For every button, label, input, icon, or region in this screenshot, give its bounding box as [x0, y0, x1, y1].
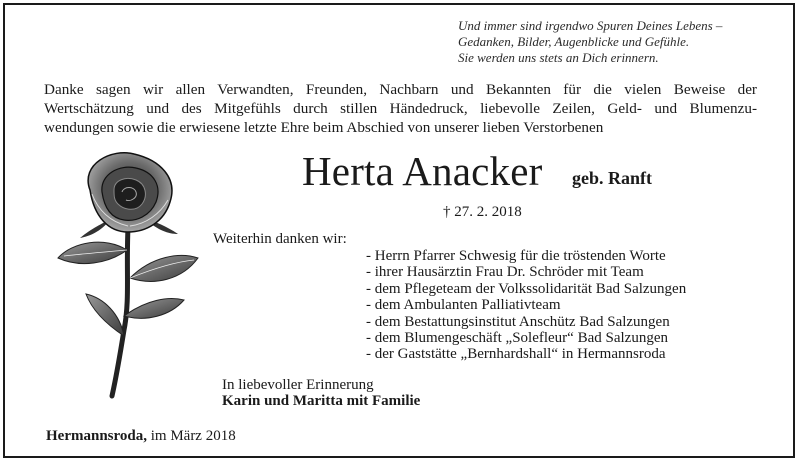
further-thanks-intro: Weiterhin danken wir:: [213, 231, 347, 247]
list-item: - dem Blumengeschäft „Solefleur“ Bad Salzungen: [366, 330, 668, 347]
thanks-paragraph: [44, 80, 757, 137]
death-date: † 27. 2. 2018: [443, 204, 522, 220]
rose-illustration: [50, 150, 210, 400]
poem-line: Gedanken, Bilder, Augenblicke und Gefühle.: [458, 34, 690, 49]
family-signature: Karin und Maritta mit Familie: [222, 393, 421, 409]
memorial-poem: [458, 18, 778, 66]
thanks-line: wendungen sowie die erwiesene letzte Ehre beim Abschied von unserer lieben Verstorbenen: [44, 119, 604, 136]
poem-line: Sie werden uns stets an Dich erinnern.: [458, 50, 659, 65]
list-item: - ihrer Hausärztin Frau Dr. Schröder mit Team: [366, 264, 644, 281]
list-item: - dem Pflegeteam der Volkssolidarität Bad Salzungen: [366, 280, 687, 297]
further-thanks-list: [366, 248, 686, 363]
thanks-line: Wertschätzung und des Mitgefühls durch stillen Händedruck, liebevolle Zeilen, Geld- und Blumenzu-: [44, 100, 757, 117]
date-text: im März 2018: [150, 428, 236, 444]
place-date-line: [46, 428, 236, 445]
deceased-name: Herta Anacker: [302, 148, 543, 194]
list-item: - dem Bestattungsinstitut Anschütz Bad Salzungen: [366, 313, 670, 330]
list-item: - Herrn Pfarrer Schwesig für die tröstenden Worte: [366, 248, 666, 264]
list-item: - der Gaststätte „Bernhardshall“ in Hermannsroda: [366, 346, 666, 363]
poem-line: Und immer sind irgendwo Spuren Deines Lebens –: [458, 18, 723, 33]
place-name: Hermannsroda,: [46, 428, 147, 444]
maiden-name: geb. Ranft: [572, 168, 652, 188]
memory-line: In liebevoller Erinnerung: [222, 377, 374, 393]
list-item: - dem Ambulanten Palliativteam: [366, 297, 561, 314]
thanks-line: Danke sagen wir allen Verwandten, Freunden, Nachbarn und Bekannten für die vielen Beweise der: [44, 81, 757, 98]
